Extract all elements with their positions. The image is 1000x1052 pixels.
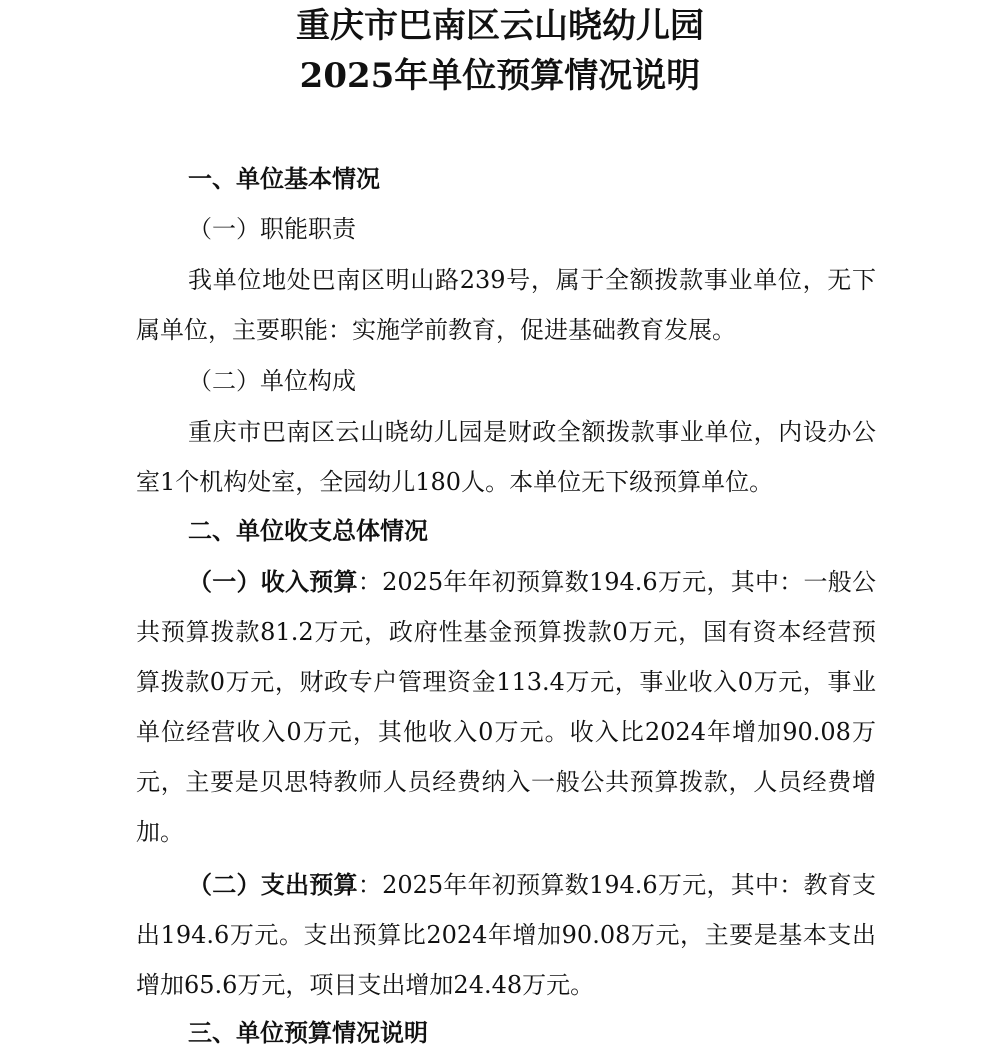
section2-sub2-text: ：2025年年初预算数194.6万元，其中：教育支出194.6万元。支出预算比2024年增加90.08万元，主要是基本支出增加65.6万元，项目支出增加24.48万元。 [136, 871, 876, 999]
section2-sub1-text: ：2025年年初预算数194.6万元，其中：一般公共预算拨款81.2万元，政府性基金预算拨款0万元，国有资本经营预算拨款0万元，财政专户管理资金113.4万元，事业收入0万元，事业单位经营收入0万元，其他收入0万元。收入比2024年增加90.08万元，主要是贝思特教师人员经费纳入一般公共预算拨款，人员经费增加。 [136, 568, 876, 846]
section1-sub1-paragraph: 我单位地处巴南区明山路239号，属于全额拨款事业单位，无下属单位，主要职能：实施学前教育，促进基础教育发展。 [136, 266, 876, 344]
section1-sub2-paragraph: 重庆市巴南区云山晓幼儿园是财政全额拨款事业单位，内设办公室1个机构处室，全园幼儿180人。本单位无下级预算单位。 [136, 418, 876, 496]
section2-sub1-paragraph [136, 557, 876, 857]
document-title-line2: 2025年单位预算情况说明 [299, 56, 701, 96]
document-title-line1: 重庆市巴南区云山晓幼儿园 [296, 6, 704, 46]
section1-sub2-heading: （二）单位构成 [188, 367, 356, 395]
section2-heading: 二、单位收支总体情况 [188, 516, 428, 545]
section2-sub2-lead: （二）支出预算 [188, 870, 358, 899]
section1-heading: 一、单位基本情况 [188, 164, 380, 193]
section1-sub1-heading: （一）职能职责 [188, 215, 356, 243]
section3-heading: 三、单位预算情况说明 [188, 1018, 428, 1047]
section2-sub2-paragraph [136, 860, 876, 1010]
section2-sub1-lead: （一）收入预算 [188, 567, 358, 596]
